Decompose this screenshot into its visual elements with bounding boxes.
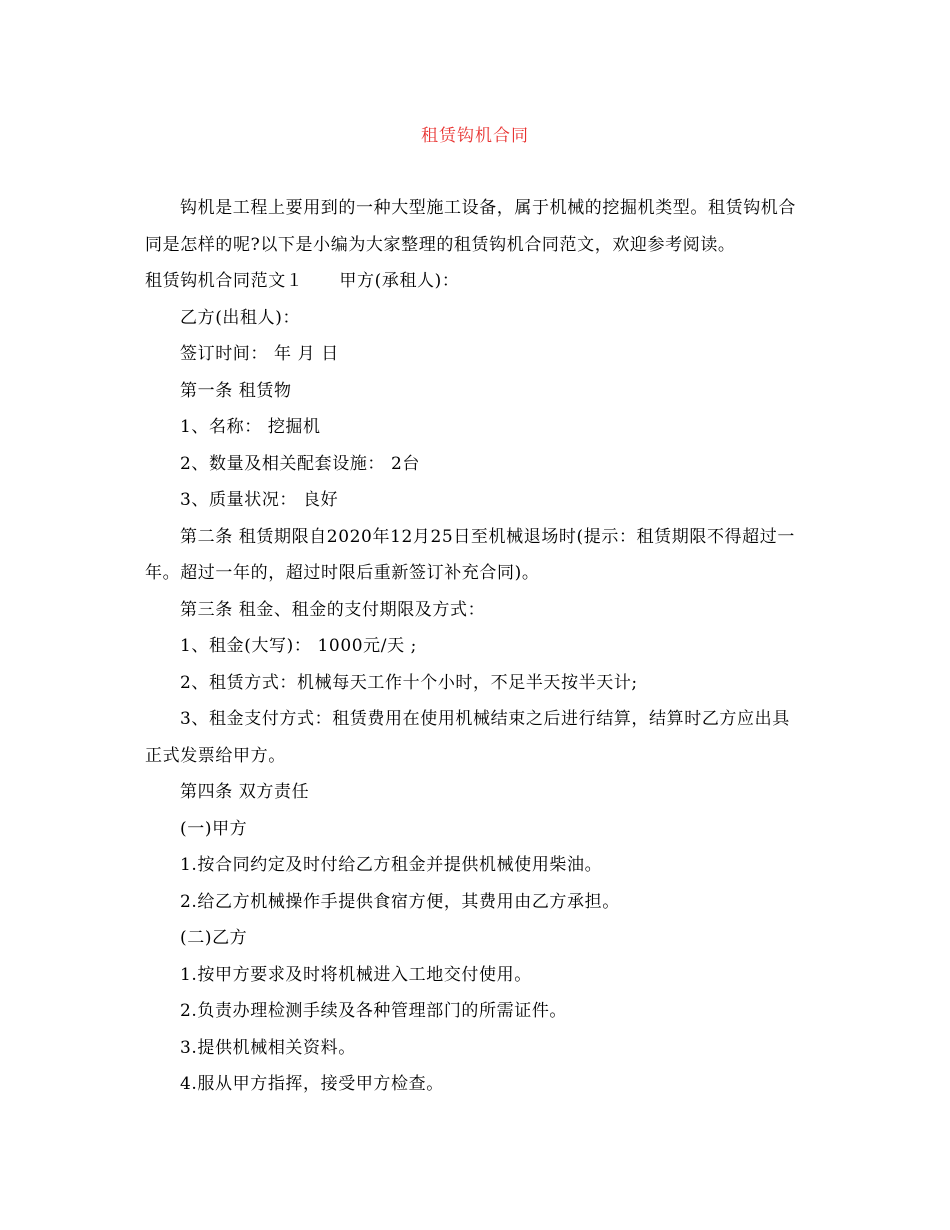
party-a-duty-1: 1.按合同约定及时付给乙方租金并提供机械使用柴油。 — [180, 855, 603, 875]
party-b-duty-4: 4.服从甲方指挥，接受甲方检查。 — [180, 1074, 444, 1094]
article-1-item-2: 2、数量及相关配套设施： 2台 — [180, 453, 421, 474]
party-b: 乙方(出租人)： — [180, 307, 301, 328]
article-1-heading: 第一条 租赁物 — [180, 380, 292, 401]
party-b-duty-1: 1.按甲方要求及时将机械进入工地交付使用。 — [180, 964, 532, 985]
article-3-item-3: 3、租金支付方式：租赁费用在使用机械结束之后进行结算，结算时乙方应出具正式发票给甲方。 — [145, 709, 790, 766]
intro-paragraph: 钩机是工程上要用到的一种大型施工设备，属于机械的挖掘机类型。租赁钩机合同是怎样的呢?以下是小编为大家整理的租赁钩机合同范文，欢迎参考阅读。 — [145, 198, 796, 255]
party-a: 甲方(承租人)： — [339, 271, 460, 291]
sign-date: 签订时间： 年 月 日 — [180, 344, 339, 364]
party-b-duty-2: 2.负责办理检测手续及各种管理部门的所需证件。 — [180, 1001, 568, 1021]
document-body — [145, 190, 807, 1103]
article-2-paragraph: 第二条 租赁期限自2020年12月25日至机械退场时(提示：租赁期限不得超过一年。超过一年的，超过时限后重新签订补充合同)。 — [145, 526, 795, 583]
article-3-item-1: 1、租金(大写)： 1000元/天 ; — [180, 636, 418, 656]
article-3-item-2: 2、租赁方式：机械每天工作十个小时，不足半天按半天计; — [180, 672, 638, 693]
article-1-item-1: 1、名称： 挖掘机 — [180, 417, 321, 437]
sample-label: 租赁钩机合同范文１ — [145, 271, 304, 291]
party-a-duty-2: 2.给乙方机械操作手提供食宿方便，其费用由乙方承担。 — [180, 891, 620, 912]
party-b-duty-3: 3.提供机械相关资料。 — [180, 1037, 356, 1058]
document-title: 租赁钩机合同 — [421, 126, 529, 146]
article-3-heading: 第三条 租金、租金的支付期限及方式： — [180, 599, 486, 620]
article-4-heading: 第四条 双方责任 — [180, 782, 310, 802]
section-party-b: (二)乙方 — [180, 928, 248, 948]
section-party-a: (一)甲方 — [180, 818, 248, 839]
article-1-item-3: 3、质量状况： 良好 — [180, 490, 339, 510]
sample-line — [145, 263, 807, 300]
